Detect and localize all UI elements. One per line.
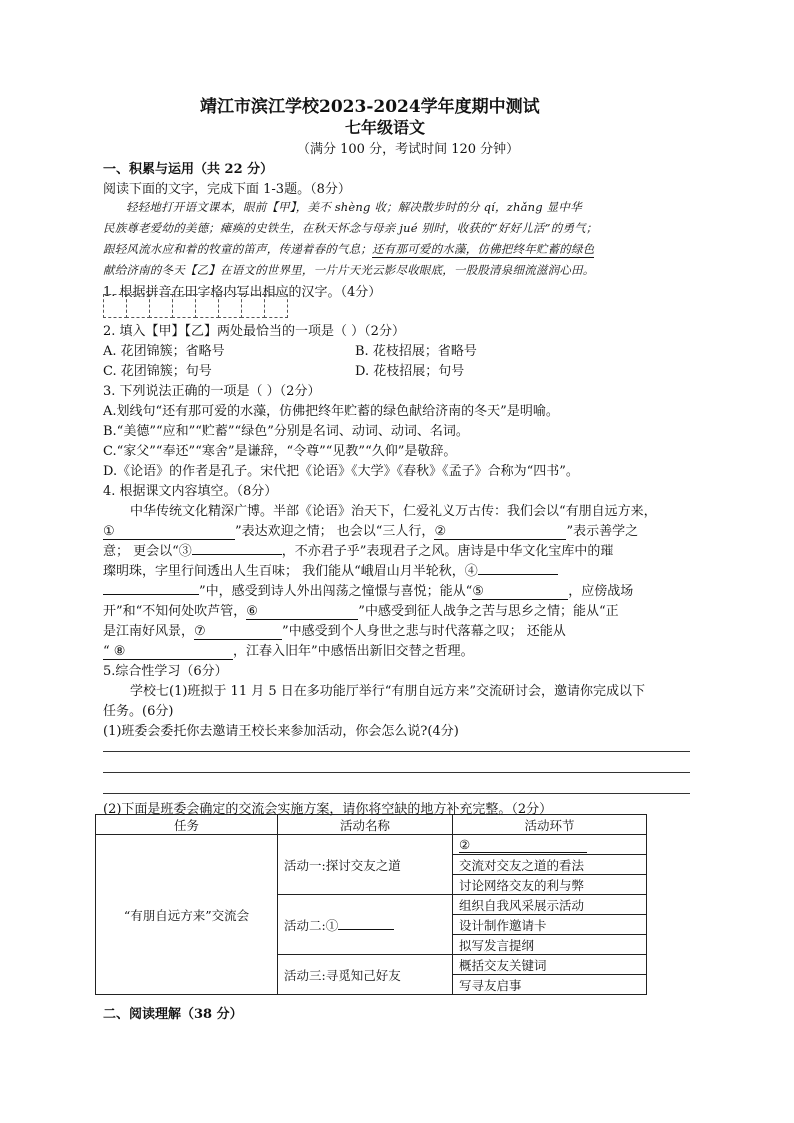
section2-heading: 二、阅读理解（38 分）	[103, 1007, 243, 1022]
table-header-activity: 活动名称	[278, 815, 453, 835]
activity-1-step-2: 交流对交友之道的看法	[453, 855, 647, 875]
passage-line-3-text: 跟轻风流水应和着的牧童的笛声，传递着春的气息；	[103, 242, 373, 256]
q2-option-d: D. 花枝招展；句号	[355, 364, 465, 379]
plan-table	[95, 814, 647, 995]
exam-title: 靖江市滨江学校2023-2024学年度期中测试	[200, 97, 540, 117]
q4-line-5: ”中，感受到诗人外出闯荡之憧憬与喜悦；能从“⑤ ，应傍战场	[103, 580, 633, 600]
table-task-cell: “有朋自远方来”交流会	[96, 835, 278, 995]
answer-line[interactable]	[103, 793, 690, 794]
exam-note: （满分 100 分，考试时间 120 分钟）	[297, 142, 520, 157]
exam-subtitle: 七年级语文	[345, 118, 426, 137]
answer-line[interactable]	[103, 751, 690, 752]
tianzige-cell[interactable]	[241, 294, 265, 318]
q3-option-c: C.“家父”“奉还”“寒舍”是谦辞，“令尊”“见教”“久仰”是敬辞。	[103, 444, 457, 459]
answer-line[interactable]	[103, 772, 690, 773]
tianzige-cell[interactable]	[218, 294, 242, 318]
q5-sub-question-1: (1)班委会委托你去邀请王校长来参加活动，你会怎么说?(4分)	[103, 724, 459, 739]
passage-line-3	[103, 241, 594, 258]
q5-sub-question-2: (2)下面是班委会确定的交流会实施方案，请你将空缺的地方补充完整。（2分）	[103, 802, 553, 817]
question-5: 5.综合性学习（6分）	[103, 664, 228, 679]
q3-option-b: B.“美德”“应和”“贮蓄”“绿色”分别是名词、动词、动词、名词。	[103, 424, 469, 439]
table-header-steps: 活动环节	[453, 815, 647, 835]
tianzige-grid[interactable]	[103, 294, 287, 318]
passage-line-2: 民族尊老爱幼的美德；瘫痪的史铁生，在秋天怀念与母亲 jué 别时，收获的“好好儿活”的勇气；	[103, 221, 598, 235]
q4-line-7: 是江南好风景，⑦ ”中感受到个人身世之悲与时代落幕之叹； 还能从	[103, 624, 566, 639]
tianzige-cell[interactable]	[172, 294, 196, 318]
q4-line-1: 中华传统文化精深广博。半部《论语》治天下，仁爱礼义万古传：我们会以“有朋自远方来，	[130, 504, 657, 519]
tianzige-cell[interactable]	[103, 294, 127, 318]
q5-intro-line-2: 任务。(6分)	[103, 704, 174, 719]
blank-3[interactable]	[192, 554, 282, 555]
question-1: 1. 根据拼音在田字格内写出相应的汉字。（4分）	[103, 285, 382, 300]
blank-5[interactable]: ⑤	[472, 584, 568, 600]
passage-line-1: 轻轻地打开语文课本，眼前【甲】，美不 shèng 收；解决散步时的分 qí，zhǎng 显中华	[126, 200, 582, 214]
tianzige-cell[interactable]	[149, 294, 173, 318]
underlined-sentence-part1: 还有那可爱的水藻，仿佛把终年贮蓄的绿色	[372, 242, 595, 256]
activity-1-step-1[interactable]: ②	[453, 835, 647, 855]
tianzige-cell[interactable]	[126, 294, 150, 318]
activity-3-step-2: 写寻友启事	[453, 975, 647, 995]
passage-line-4: 献给济南的冬天【乙】在语文的世界里，一片片天光云影尽收眼底，一股股清泉细流滋润心田。	[103, 263, 595, 277]
q4-line-8: “ ⑧ ，江春入旧年”中感悟出新旧交替之哲理。	[103, 644, 474, 659]
q2-option-b: B. 花枝招展；省略号	[355, 344, 477, 359]
table-header-task: 任务	[96, 815, 278, 835]
blank-7[interactable]: ⑦	[194, 624, 282, 640]
q5-intro-line-1: 学校七(1)班拟于 11 月 5 日在多功能厅举行“有朋自远方来”交流研讨会，邀请你完成以下	[130, 684, 646, 699]
q3-option-a: A.划线句“还有那可爱的水藻，仿佛把终年贮蓄的绿色献给济南的冬天”是明喻。	[103, 404, 559, 419]
activity-1-name: 活动一:探讨交友之道	[278, 835, 453, 895]
q2-option-a: A. 花团锦簇；省略号	[103, 344, 225, 359]
activity-3-step-1: 概括交友关键词	[453, 955, 647, 975]
blank-2[interactable]: ②	[434, 524, 566, 540]
activity-3-name: 活动三:寻觅知己好友	[278, 955, 453, 995]
q4-line-3: 意； 更会以“③ ，不亦君子乎”表现君子之风。唐诗是中华文化宝库中的璀	[103, 544, 614, 559]
question-4: 4. 根据课文内容填空。（8分）	[103, 484, 278, 499]
tianzige-cell[interactable]	[195, 294, 219, 318]
activity-2-step-1: 组织自我风采展示活动	[453, 895, 647, 915]
activity-2-name: 活动二:①	[278, 895, 453, 955]
question-2: 2. 填入【甲】【乙】两处最恰当的一项是（ ）（2分）	[103, 324, 405, 339]
blank-4[interactable]	[478, 574, 558, 575]
blank-8[interactable]: “ ⑧	[103, 644, 233, 660]
q2-option-c: C. 花团锦簇；句号	[103, 364, 212, 379]
question-3: 3. 下列说法正确的一项是（ ）（2分）	[103, 384, 321, 399]
q4-line-2: ① ”表达欢迎之情； 也会以“三人行，② ”表示善学之	[103, 524, 639, 539]
q4-line-6: 开”和“不知何处吹芦管，⑥ ”中感受到征人战争之苦与思乡之情；能从“正	[103, 604, 619, 619]
section1-heading: 一、积累与运用（共 22 分）	[103, 162, 274, 177]
blank-6[interactable]: ⑥	[246, 604, 358, 620]
activity-2-blank[interactable]	[338, 929, 394, 930]
blank-1[interactable]: ①	[103, 524, 235, 540]
reading-intro: 阅读下面的文字，完成下面 1-3题。（8分）	[103, 182, 351, 197]
activity-2-step-2: 设计制作邀请卡	[453, 915, 647, 935]
tianzige-cell[interactable]	[264, 294, 288, 318]
blank-4-cont[interactable]	[103, 594, 199, 595]
q3-option-d: D.《论语》的作者是孔子。宋代把《论语》《大学》《春秋》《孟子》合称为“四书”。	[103, 464, 579, 479]
activity-2-step-3: 拟写发言提纲	[453, 935, 647, 955]
q4-line-4: 璨明珠，字里行间透出人生百味； 我们能从“峨眉山月半轮秋，④	[103, 560, 558, 579]
activity-1-step-3: 讨论网络交友的利与弊	[453, 875, 647, 895]
